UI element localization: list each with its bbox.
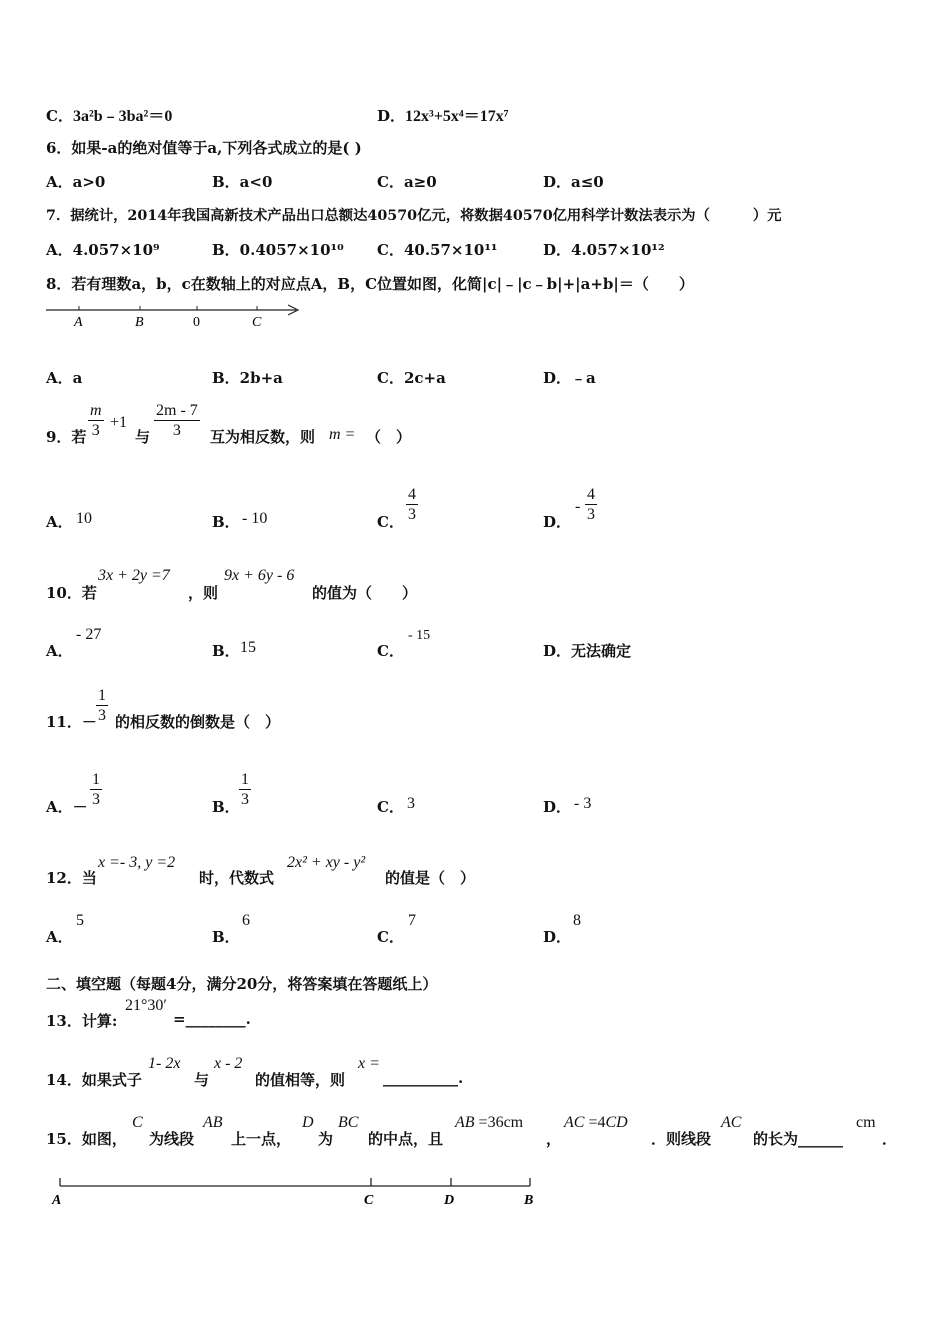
q9-connector: 与	[135, 428, 151, 446]
q6-option-c: C．a≥0	[377, 173, 437, 191]
q14-prefix: 14．如果式子	[46, 1071, 142, 1089]
q5-option-d: D．12x³+5x⁴＝17x⁷	[377, 107, 509, 125]
q10-option-c-value: - 15	[408, 628, 431, 643]
q13-prefix: 13．计算:	[46, 1012, 118, 1030]
q15-prefix: 15．如图，	[46, 1130, 127, 1148]
axis-label-zero: 0	[193, 315, 200, 330]
q10-option-c: C．	[377, 642, 404, 660]
q15-segment-ab: AB	[203, 1114, 223, 1131]
q8-option-d: D．﹣a	[543, 369, 596, 387]
q11-option-d: D．	[543, 798, 572, 816]
q15-answer-blank: 的长为______	[753, 1130, 844, 1148]
q14-connector: 与	[194, 1071, 210, 1089]
q10-option-a: A．	[46, 642, 73, 660]
q12-prefix: 12．当	[46, 869, 97, 887]
q10-option-b: B．	[212, 642, 240, 660]
q12-suffix: 的值是（ ）	[385, 869, 476, 887]
q9-fraction-2: $\frac{2m - 7}{3}$	[156, 402, 198, 439]
q12-option-d-value: 8	[573, 912, 581, 929]
q11-option-b: B．	[212, 798, 240, 816]
q13-suffix: =________.	[173, 1010, 251, 1028]
q10-prefix: 10．若	[46, 584, 97, 602]
q9-option-d-fraction: $\frac{4}{3}$	[587, 486, 595, 523]
q8-option-b: B．2b+a	[212, 369, 283, 387]
q9-option-d-sign: -	[575, 498, 581, 515]
q12-mid: 时，代数式	[199, 869, 275, 887]
q10-expression: 9x + 6y - 6	[224, 567, 295, 584]
q10-option-d: D．无法确定	[543, 642, 632, 660]
q9-prefix: 9．若	[46, 428, 87, 446]
q9-option-c: C．	[377, 513, 404, 531]
q9-option-c-fraction: $\frac{4}{3}$	[408, 486, 416, 523]
q15-text-4: 的中点，且	[368, 1130, 444, 1148]
q12-option-a-value: 5	[76, 912, 84, 929]
q15-segment-bc: BC	[338, 1114, 359, 1131]
q10-mid: ，则	[188, 584, 219, 602]
q8-number-line	[40, 298, 310, 334]
q9-option-b-value: - 10	[242, 510, 268, 527]
q11-option-c-value: 3	[407, 795, 415, 812]
q12-expression: 2x² + xy - y²	[287, 854, 366, 871]
q6-option-a: A．a>0	[46, 173, 106, 191]
q10-suffix: 的值为（ ）	[312, 584, 418, 602]
q7-option-b: B．0.4057×10¹⁰	[212, 241, 344, 259]
q11-option-b-fraction: $\frac{1}{3}$	[241, 771, 249, 808]
q15-segment-ac: AC	[721, 1114, 742, 1131]
q14-answer-blank: __________.	[383, 1069, 464, 1087]
q15-segment-diagram	[46, 1172, 546, 1212]
q11-option-c: C．	[377, 798, 404, 816]
q15-text-5: ．则线段	[651, 1130, 712, 1148]
q6-option-d: D．a≤0	[543, 173, 604, 191]
q8-stem: 8．若有理数a，b，c在数轴上的对应点A，B，C位置如图，化简|c|﹣|c﹣b|+|a+b|＝（ ）	[46, 275, 694, 293]
q9-option-a-value: 10	[76, 510, 92, 527]
q15-equation-1: AB =36cm	[455, 1114, 524, 1131]
q12-option-b: B．	[212, 928, 240, 946]
diagram-label-d: D	[444, 1193, 455, 1208]
q7-option-a: A．4.057×10⁹	[46, 241, 160, 259]
section-2-title: 二、填空题（每题4分，满分20分，将答案填在答题纸上）	[46, 975, 438, 993]
q11-option-d-value: - 3	[574, 795, 592, 812]
q9-option-b: B．	[212, 513, 240, 531]
q5-option-c: C．3a²b﹣3ba²＝0	[46, 107, 173, 125]
q10-option-a-value: - 27	[76, 626, 102, 643]
q7-option-d: D．4.057×10¹²	[543, 241, 665, 259]
q9-option-d: D．	[543, 513, 572, 531]
q14-expression-2: x - 2	[214, 1055, 243, 1072]
q9-suffix: 互为相反数，则	[210, 428, 316, 446]
q15-equation-2: AC =4CD	[564, 1114, 628, 1131]
q12-option-c: C．	[377, 928, 404, 946]
q7-stem: 7．据统计，2014年我国高新技术产品出口总额达40570亿元，将数据40570亿用科学计数法表示为（ ）元	[46, 208, 782, 224]
q15-point-d: D	[302, 1114, 314, 1131]
axis-label-b: B	[135, 315, 144, 330]
q15-point-c: C	[132, 1114, 143, 1131]
q15-text-2: 上一点，	[231, 1130, 292, 1148]
q11-option-a-fraction: $\frac{1}{3}$	[92, 771, 100, 808]
q11-prefix: 11．－	[46, 713, 97, 731]
q14-expression-1: 1- 2x	[148, 1055, 181, 1072]
q15-end: ．	[882, 1130, 898, 1148]
q10-condition: 3x + 2y =7	[98, 567, 170, 584]
q9-end: （ ）	[366, 428, 412, 446]
q12-option-c-value: 7	[408, 912, 416, 929]
q11-fraction: $\frac{1}{3}$	[98, 687, 106, 724]
q9-m-equals: m =	[329, 426, 356, 443]
q15-unit: cm	[856, 1114, 876, 1131]
diagram-label-b: B	[524, 1193, 534, 1208]
q11-suffix: 的相反数的倒数是（ ）	[115, 713, 281, 731]
q12-option-d: D．	[543, 928, 572, 946]
q9-fraction-1: $\frac{m}{3}$	[90, 402, 102, 439]
q15-comma: ，	[546, 1130, 562, 1148]
q14-x-equals: x =	[358, 1055, 380, 1072]
q12-option-a: A．	[46, 928, 73, 946]
q11-option-a: A．－	[46, 798, 88, 816]
q14-mid: 的值相等，则	[255, 1071, 346, 1089]
axis-label-a: A	[74, 315, 83, 330]
q8-option-a: A．a	[46, 369, 83, 387]
q12-option-b-value: 6	[242, 912, 250, 929]
q9-option-a: A．	[46, 513, 73, 531]
q7-option-c: C．40.57×10¹¹	[377, 241, 498, 259]
axis-label-c: C	[252, 315, 262, 330]
q15-text-1: 为线段	[149, 1130, 195, 1148]
q10-option-b-value: 15	[240, 639, 256, 656]
q6-option-b: B．a<0	[212, 173, 273, 191]
q9-plus-one: +1	[110, 414, 128, 431]
q6-stem: 6．如果-a的绝对值等于a,下列各式成立的是( )	[46, 139, 362, 157]
q8-option-c: C．2c+a	[377, 369, 446, 387]
diagram-label-a: A	[52, 1193, 62, 1208]
q12-condition: x =- 3, y =2	[98, 854, 176, 871]
diagram-label-c: C	[364, 1193, 374, 1208]
q13-expression: 21°30′	[125, 997, 167, 1014]
q15-text-3: 为	[318, 1130, 334, 1148]
